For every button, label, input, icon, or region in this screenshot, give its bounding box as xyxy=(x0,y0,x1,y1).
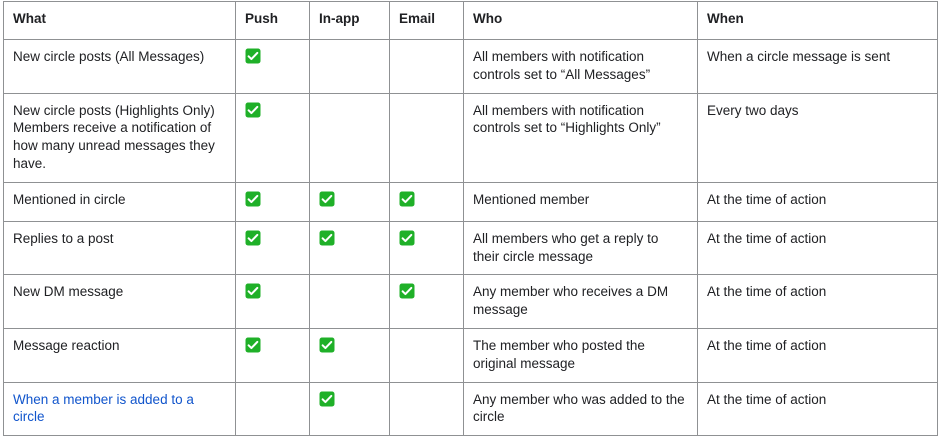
green-check-icon xyxy=(399,191,415,207)
column-header-inapp: In-app xyxy=(310,2,390,40)
cell-what xyxy=(4,93,236,182)
cell-what xyxy=(4,275,236,329)
what-text: Mentioned in circle xyxy=(13,191,126,207)
column-header-push: Push xyxy=(236,2,310,40)
cell-who: The member who posted the original message xyxy=(464,328,698,382)
green-check-icon xyxy=(245,283,261,299)
cell-when: At the time of action xyxy=(698,221,938,275)
cell-inapp xyxy=(310,40,390,94)
what-text: New circle posts (Highlights Only) Members receive a notification of how many unread messages they have. xyxy=(13,102,215,172)
green-check-icon xyxy=(399,230,415,246)
table-row xyxy=(4,221,938,275)
cell-email xyxy=(390,182,464,221)
cell-email xyxy=(390,382,464,436)
column-header-what: What xyxy=(4,2,236,40)
cell-email xyxy=(390,328,464,382)
table-row xyxy=(4,93,938,182)
green-check-icon xyxy=(245,337,261,353)
cell-email xyxy=(390,275,464,329)
what-text: Message reaction xyxy=(13,337,120,353)
green-check-icon xyxy=(245,230,261,246)
column-header-when: When xyxy=(698,2,938,40)
what-text: New DM message xyxy=(13,284,124,300)
table-header xyxy=(4,2,938,40)
green-check-icon xyxy=(399,283,415,299)
cell-who: Any member who was added to the circle xyxy=(464,382,698,436)
cell-inapp xyxy=(310,328,390,382)
cell-when: At the time of action xyxy=(698,275,938,329)
cell-who: All members who get a reply to their circle message xyxy=(464,221,698,275)
cell-push xyxy=(236,93,310,182)
cell-when: At the time of action xyxy=(698,182,938,221)
cell-what xyxy=(4,182,236,221)
table-row xyxy=(4,275,938,329)
cell-push xyxy=(236,182,310,221)
what-link[interactable]: When a member is added to a circle xyxy=(13,391,194,425)
green-check-icon xyxy=(245,48,261,64)
cell-push xyxy=(236,382,310,436)
table-row xyxy=(4,40,938,94)
cell-what xyxy=(4,40,236,94)
cell-inapp xyxy=(310,275,390,329)
cell-when: When a circle message is sent xyxy=(698,40,938,94)
cell-inapp xyxy=(310,93,390,182)
cell-push xyxy=(236,221,310,275)
table-body xyxy=(4,40,938,436)
cell-inapp xyxy=(310,221,390,275)
cell-push xyxy=(236,40,310,94)
cell-push xyxy=(236,328,310,382)
notification-matrix-container xyxy=(0,1,941,436)
notification-matrix-table xyxy=(3,1,938,436)
cell-email xyxy=(390,40,464,94)
cell-inapp xyxy=(310,382,390,436)
green-check-icon xyxy=(319,230,335,246)
cell-what xyxy=(4,382,236,436)
green-check-icon xyxy=(245,191,261,207)
cell-who: All members with notification controls set to “All Messages” xyxy=(464,40,698,94)
table-header-row xyxy=(4,2,938,40)
table-row xyxy=(4,382,938,436)
green-check-icon xyxy=(319,191,335,207)
column-header-who: Who xyxy=(464,2,698,40)
cell-what xyxy=(4,221,236,275)
cell-when: Every two days xyxy=(698,93,938,182)
green-check-icon xyxy=(319,391,335,407)
cell-who: Any member who receives a DM message xyxy=(464,275,698,329)
cell-email xyxy=(390,93,464,182)
table-row xyxy=(4,328,938,382)
what-text: Replies to a post xyxy=(13,230,114,246)
cell-who: Mentioned member xyxy=(464,182,698,221)
cell-when: At the time of action xyxy=(698,382,938,436)
what-text: New circle posts (All Messages) xyxy=(13,49,205,64)
cell-inapp xyxy=(310,182,390,221)
table-row xyxy=(4,182,938,221)
cell-push xyxy=(236,275,310,329)
green-check-icon xyxy=(319,337,335,353)
cell-who: All members with notification controls set to “Highlights Only” xyxy=(464,93,698,182)
cell-when: At the time of action xyxy=(698,328,938,382)
cell-what xyxy=(4,328,236,382)
green-check-icon xyxy=(245,102,261,118)
column-header-email: Email xyxy=(390,2,464,40)
cell-email xyxy=(390,221,464,275)
